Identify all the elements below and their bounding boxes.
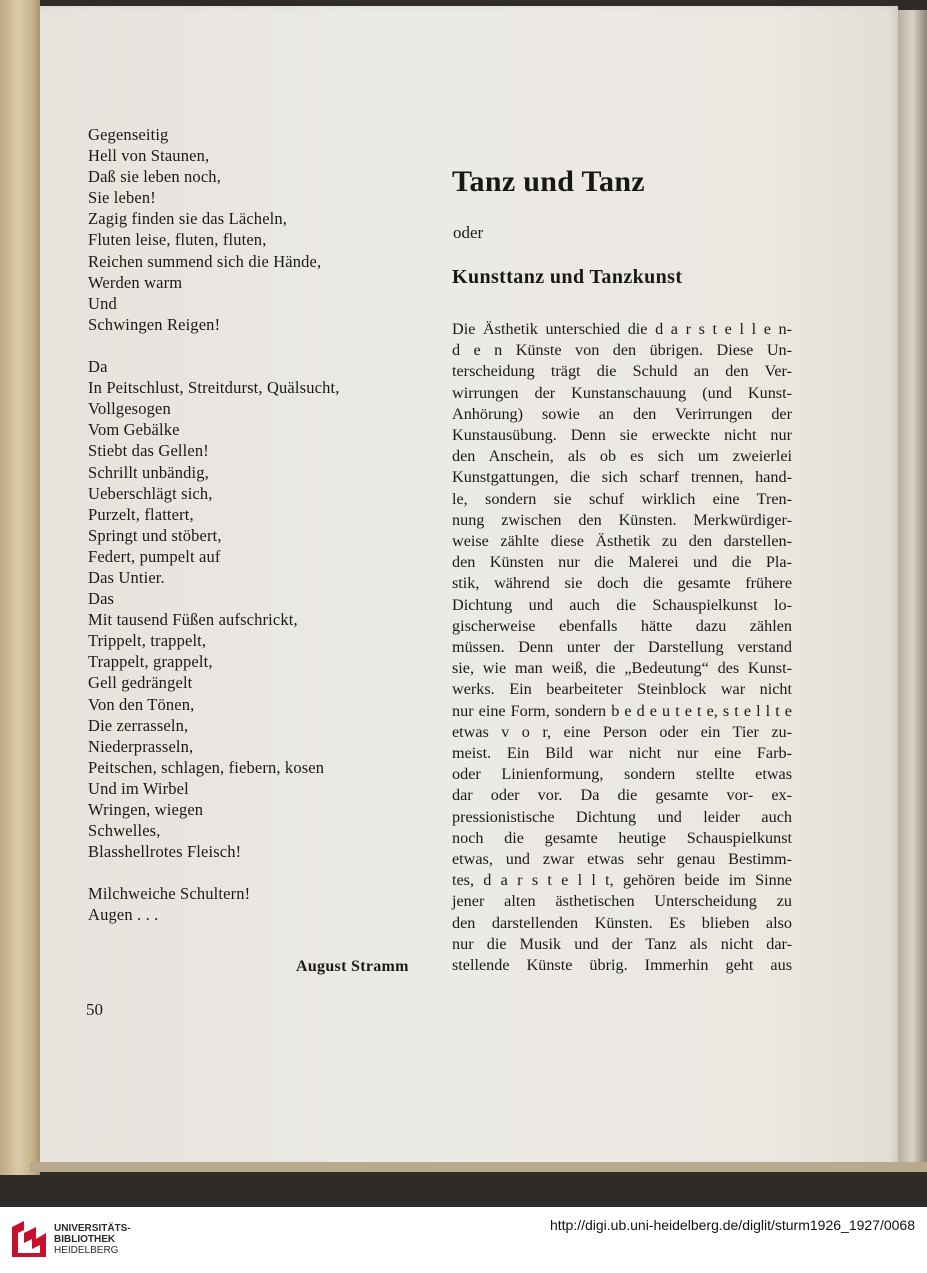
text-line: stik, während sie doch die gesamte frühere — [452, 574, 792, 593]
text-line: Das — [88, 589, 115, 609]
poem-stanza-2 — [88, 356, 428, 862]
poem-stanza-3 — [88, 883, 428, 925]
text-line: nur die Musik und der Tanz als nicht dar- — [452, 934, 792, 953]
text-line: Und im Wirbel — [88, 778, 189, 798]
text-line: Von den Tönen, — [88, 694, 195, 714]
text-line: Hell von Staunen, — [88, 146, 210, 166]
text-line: Fluten leise, fluten, fluten, — [88, 230, 267, 250]
text-line: d e n Künste von den übrigen. Diese Un- — [452, 341, 792, 360]
text-line: den darstellenden Künsten. Es blieben also — [452, 913, 792, 932]
library-name-line-3: HEIDELBERG — [54, 1245, 119, 1256]
text-line: Die zerrasseln, — [88, 715, 189, 735]
text-line: Stiebt das Gellen! — [88, 441, 209, 461]
text-line: terscheidung trägt die Schuld an den Ver- — [452, 362, 792, 381]
text-line: Schwingen Reigen! — [88, 314, 221, 334]
page-bottom-edge — [30, 1162, 927, 1172]
poem-stanza-1 — [88, 124, 428, 335]
text-line: Daß sie leben noch, — [88, 167, 221, 187]
document-url[interactable]: http://digi.ub.uni-heidelberg.de/diglit/sturm1926_1927/0068 — [549, 1217, 915, 1233]
text-line: gischerweise ebenfalls hätte dazu zählen — [452, 616, 792, 635]
text-line: Vom Gebälke — [88, 420, 180, 440]
text-line: wirrungen der Kunstanschauung (und Kunst- — [452, 383, 792, 402]
text-line: weise zählte diese Ästhetik zu den darstellen- — [452, 532, 792, 551]
text-line: werks. Ein bearbeiteter Steinblock war nicht — [452, 680, 792, 699]
text-line: etwas, und zwar etwas sehr genau Bestimm- — [452, 850, 792, 869]
text-line: den Anschein, als ob es sich um zweierlei — [452, 447, 792, 466]
text-line: Das Untier. — [88, 567, 165, 587]
text-line: Da — [88, 357, 108, 377]
text-line: jener alten ästhetischen Unterscheidung zu — [452, 892, 792, 911]
text-line: Werden warm — [88, 272, 183, 292]
text-line: noch die gesamte heutige Schauspielkunst — [452, 828, 792, 847]
text-line: etwas v o r, eine Person oder ein Tier zu- — [452, 722, 792, 741]
text-line: den Künsten nur die Malerei und die Pla- — [452, 553, 792, 572]
text-line: sie, wie man weiß, die „Bedeutung“ des Kunst- — [452, 659, 792, 678]
text-line: nung zwischen den Künsten. Merkwürdiger- — [452, 510, 792, 529]
university-library-logo-icon[interactable] — [10, 1219, 48, 1259]
article-subtitle: Kunsttanz und Tanzkunst — [452, 266, 683, 288]
poem-author: August Stramm — [296, 958, 409, 975]
text-line: oder Linienformung, sondern stellte etwas — [452, 765, 792, 784]
text-line: Ueberschlägt sich, — [88, 483, 213, 503]
text-line: In Peitschlust, Streitdurst, Quälsucht, — [88, 378, 340, 398]
viewer-footer — [0, 1207, 927, 1273]
text-line: pressionistische Dichtung und leider auch — [452, 807, 792, 826]
article-connector: oder — [453, 223, 484, 242]
article-title: Tanz und Tanz — [452, 165, 645, 198]
text-line: Augen . . . — [88, 905, 159, 925]
text-line: Trappelt, grappelt, — [88, 652, 213, 672]
text-line: Die Ästhetik unterschied die d a r s t e l l e n- — [452, 320, 792, 338]
text-line: Gell gedrängelt — [88, 673, 193, 693]
text-line: Kunstausübung. Denn sie erweckte nicht nur — [452, 426, 792, 445]
text-line: Milchweiche Schultern! — [88, 884, 251, 904]
text-line: Federt, pumpelt auf — [88, 546, 221, 566]
text-line: Schrillt unbändig, — [88, 462, 209, 482]
text-line: tes, d a r s t e l l t, gehören beide im Sinne — [452, 871, 792, 890]
text-line: Sie leben! — [88, 188, 156, 208]
text-line: Niederprasseln, — [88, 736, 194, 756]
text-line: Wringen, wiegen — [88, 800, 204, 819]
next-page-edge — [898, 10, 927, 1170]
text-line: Springt und stöbert, — [88, 525, 222, 545]
library-name-line-2: BIBLIOTHEK — [54, 1234, 116, 1245]
text-line: Und — [88, 293, 117, 313]
poem-column — [88, 124, 428, 926]
book-page-edge — [0, 0, 40, 1175]
text-line: le, sondern sie schuf wirklich eine Tren- — [452, 489, 792, 508]
text-line: Kunstgattungen, die sich scharf trennen, hand- — [452, 468, 792, 487]
text-line: Blasshellrotes Fleisch! — [88, 842, 242, 862]
text-line: Mit tausend Füßen aufschrickt, — [88, 610, 298, 630]
text-line: Dichtung und auch die Schauspielkunst lo- — [452, 595, 792, 614]
text-line: Anhörung) sowie an den Verirrungen der — [452, 404, 792, 423]
text-line: meist. Ein Bild war nicht nur eine Farb- — [452, 744, 792, 763]
text-line: stellende Künste übrig. Immerhin geht aus — [452, 956, 792, 975]
text-line: müssen. Denn unter der Darstellung verstand — [452, 638, 792, 657]
text-line: Trippelt, trappelt, — [88, 631, 207, 651]
text-line: Schwelles, — [88, 821, 161, 841]
text-line: Purzelt, flattert, — [88, 504, 194, 524]
text-line: dar oder vor. Da die gesamte vor- ex- — [452, 786, 792, 805]
text-line: Zagig finden sie das Lächeln, — [88, 209, 288, 229]
text-line: nur eine Form, sondern b e d e u t e t e, s t e l l t e — [452, 701, 792, 720]
library-name[interactable] — [54, 1223, 131, 1256]
text-line: Gegenseitig — [88, 125, 169, 144]
text-line: Peitschen, schlagen, fiebern, kosen — [88, 757, 325, 777]
text-line: Vollgesogen — [88, 399, 171, 419]
page-number: 50 — [86, 1000, 103, 1019]
text-line: Reichen summend sich die Hände, — [88, 251, 322, 271]
article-body — [452, 319, 792, 976]
library-name-line-1: UNIVERSITÄTS- — [54, 1223, 131, 1234]
